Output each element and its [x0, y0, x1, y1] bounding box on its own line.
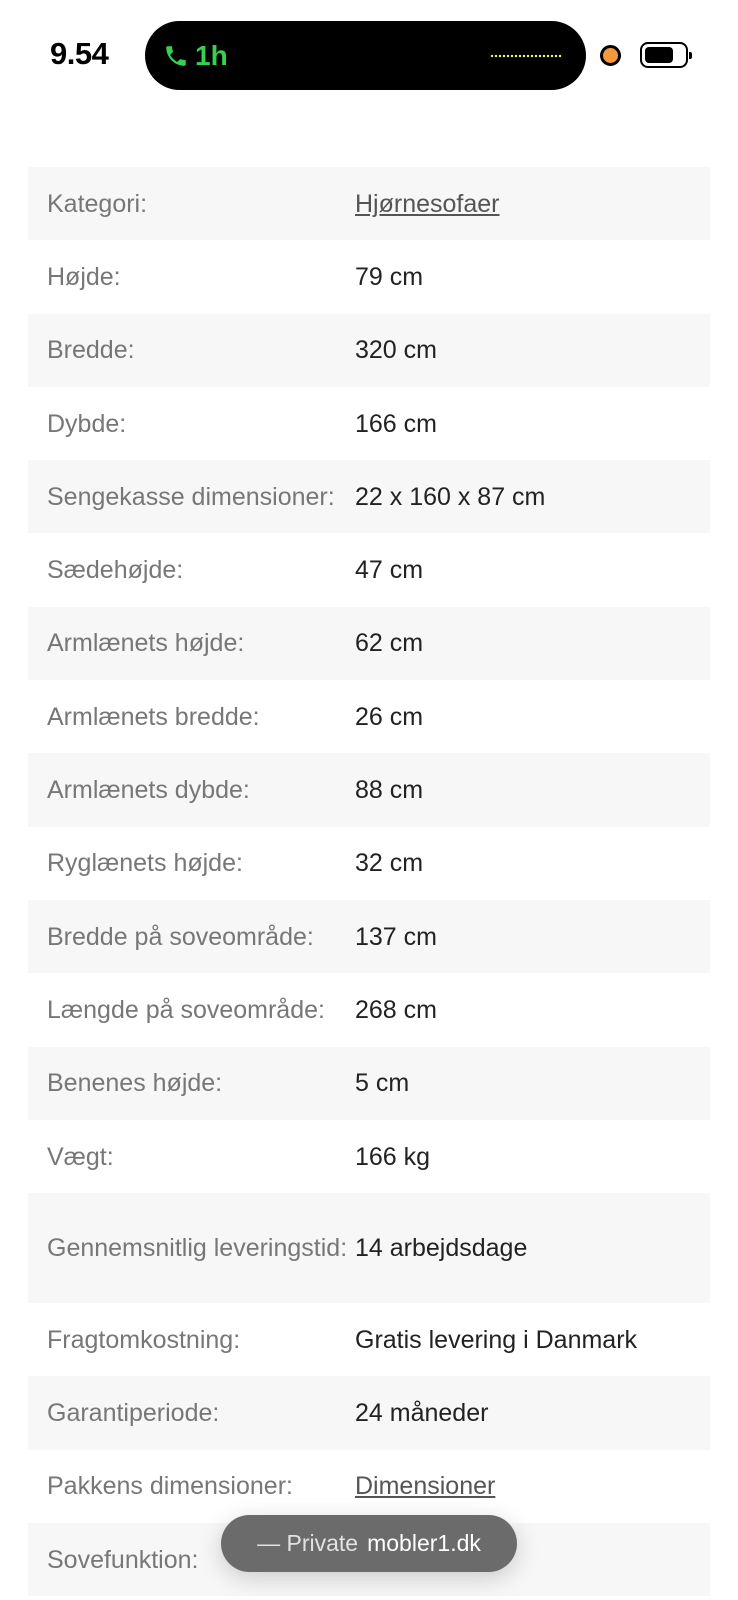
spec-label: Armlænets dybde: — [47, 776, 250, 805]
spec-row — [28, 900, 710, 973]
spec-label: Bredde på soveområde: — [47, 922, 314, 951]
spec-value-link[interactable]: Dimensioner — [355, 1472, 496, 1501]
spec-value: 268 cm — [355, 995, 437, 1024]
spec-value: 320 cm — [355, 336, 437, 365]
spec-label: Længde på soveområde: — [47, 995, 325, 1024]
spec-row — [28, 387, 710, 460]
spec-value — [355, 167, 710, 240]
spec-label: Armlænets højde: — [47, 629, 245, 658]
spec-row — [28, 533, 710, 606]
spec-row — [28, 167, 710, 240]
spec-value: 26 cm — [355, 702, 424, 731]
spec-value: Gratis levering i Danmark — [355, 1325, 638, 1354]
spec-value-link[interactable]: Hjørnesofaer — [355, 189, 500, 218]
spec-label: Pakkens dimensioner: — [47, 1472, 293, 1501]
spec-label: Garantiperiode: — [47, 1399, 220, 1428]
spec-label: Sædehøjde: — [47, 556, 184, 585]
spec-value: 22 x 160 x 87 cm — [355, 482, 546, 511]
spec-label: Armlænets bredde: — [47, 702, 260, 731]
spec-row — [28, 607, 710, 680]
spec-row — [28, 1193, 710, 1303]
spec-row — [28, 314, 710, 387]
spec-value: 47 cm — [355, 556, 424, 585]
spec-row — [28, 240, 710, 313]
spec-label: Højde: — [47, 262, 121, 291]
spec-value: 166 kg — [355, 1142, 431, 1171]
spec-row — [28, 1376, 710, 1449]
spec-label: Benenes højde: — [47, 1069, 223, 1098]
spec-row — [28, 680, 710, 753]
spec-value: 24 måneder — [355, 1399, 489, 1428]
spec-label: Bredde: — [47, 336, 135, 365]
spec-label: Gennemsnitlig leveringstid: — [47, 1234, 348, 1263]
dynamic-island-call[interactable] — [145, 21, 586, 90]
spec-value: 32 cm — [355, 849, 424, 878]
battery-icon — [640, 42, 688, 68]
spec-label: Sovefunktion: — [47, 1545, 199, 1574]
product-spec-table — [28, 167, 710, 1596]
spec-label: Kategori: — [47, 189, 148, 218]
spec-value: 88 cm — [355, 776, 424, 805]
status-time: 9.54 — [50, 36, 109, 71]
audio-waveform-icon — [490, 54, 562, 58]
spec-row — [28, 460, 710, 533]
phone-icon — [163, 41, 189, 71]
spec-row — [28, 1450, 710, 1523]
spec-label: Sengekasse dimensioner: — [47, 482, 335, 511]
spec-value: 5 cm — [355, 1069, 410, 1098]
spec-value: 166 cm — [355, 409, 437, 438]
private-mode-label: — Private — [257, 1530, 359, 1556]
status-bar — [0, 0, 738, 110]
call-duration: 1h — [195, 40, 228, 71]
spec-value — [355, 1450, 710, 1523]
spec-value: 62 cm — [355, 629, 424, 658]
spec-value: 14 arbejdsdage — [355, 1234, 528, 1263]
spec-label: Vægt: — [47, 1142, 114, 1171]
spec-row — [28, 1120, 710, 1193]
spec-row — [28, 1047, 710, 1120]
address-bar[interactable] — [221, 1515, 517, 1572]
spec-row — [28, 827, 710, 900]
spec-value: 137 cm — [355, 922, 437, 951]
site-domain: mobler1.dk — [367, 1530, 481, 1556]
spec-row — [28, 1303, 710, 1376]
recording-indicator-icon — [600, 45, 621, 66]
spec-row — [28, 973, 710, 1046]
spec-label: Ryglænets højde: — [47, 849, 243, 878]
spec-value: 79 cm — [355, 262, 424, 291]
spec-row — [28, 753, 710, 826]
spec-label: Dybde: — [47, 409, 127, 438]
spec-label: Fragtomkostning: — [47, 1325, 241, 1354]
